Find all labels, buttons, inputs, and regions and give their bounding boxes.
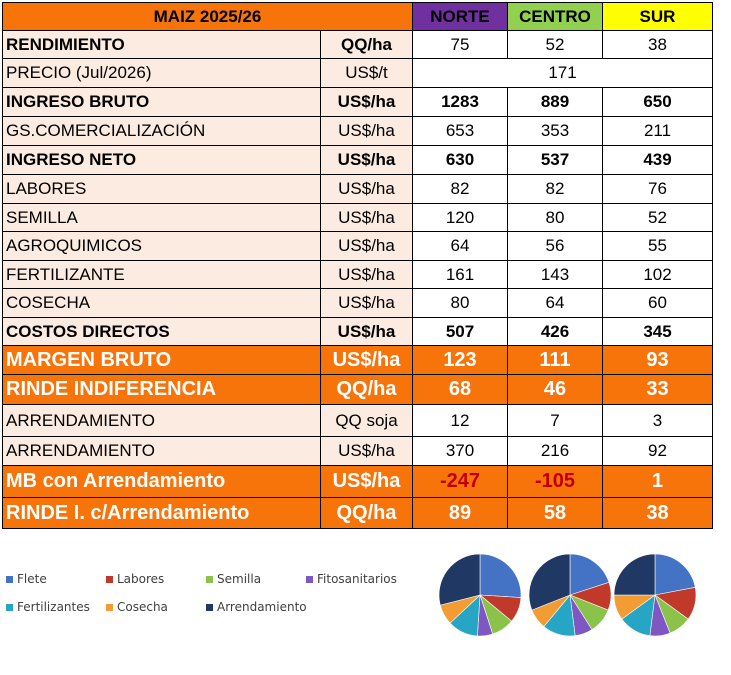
row-label: PRECIO (Jul/2026) [3, 59, 321, 88]
row-label: LABORES [3, 175, 321, 204]
row-value-sur: 650 [603, 88, 713, 117]
row-value-centro: 80 [508, 204, 603, 232]
row-value-norte: 120 [413, 204, 508, 232]
row-unit: QQ/ha [321, 31, 413, 59]
pie-sur [614, 554, 696, 636]
table-row [3, 466, 713, 498]
row-value-norte: 161 [413, 261, 508, 289]
row-unit: US$/ha [321, 318, 413, 346]
legend-label: Labores [117, 572, 165, 586]
table-row [3, 117, 713, 146]
row-label: ARRENDAMIENTO [3, 437, 321, 466]
row-value-centro: 111 [508, 346, 603, 375]
row-label: RENDIMIENTO [3, 31, 321, 59]
row-value-norte: 1283 [413, 88, 508, 117]
row-value-centro: 64 [508, 289, 603, 318]
legend-label: Flete [17, 572, 47, 586]
row-value-sur: 92 [603, 437, 713, 466]
legend-swatch [106, 604, 113, 611]
legend-label: Fertilizantes [17, 600, 90, 614]
zone-norte-header: NORTE [413, 3, 508, 31]
row-value-centro: 353 [508, 117, 603, 146]
row-value-centro: 426 [508, 318, 603, 346]
pie-slice-arrendamiento [614, 554, 655, 595]
legend-item [106, 600, 168, 614]
table-title: MAIZ 2025/26 [3, 3, 413, 31]
table-row [3, 261, 713, 289]
row-value-sur: 439 [603, 146, 713, 175]
row-value-norte: -247 [413, 466, 508, 498]
row-unit: US$/ha [321, 261, 413, 289]
row-value-centro: 216 [508, 437, 603, 466]
row-unit: US$/ha [321, 346, 413, 375]
pie-norte [439, 554, 521, 636]
row-unit: US$/t [321, 59, 413, 88]
legend-swatch [6, 604, 13, 611]
row-value-centro: -105 [508, 466, 603, 498]
row-label: COSECHA [3, 289, 321, 318]
legend-item [6, 572, 47, 586]
row-label: RINDE INDIFERENCIA [3, 375, 321, 405]
row-value-norte: 64 [413, 232, 508, 261]
row-value-centro: 7 [508, 405, 603, 437]
legend-swatch [106, 576, 113, 583]
row-value-sur: 102 [603, 261, 713, 289]
table-row [3, 31, 713, 59]
zone-sur-header: SUR [603, 3, 713, 31]
table-row [3, 405, 713, 437]
pie-slice-flete [480, 554, 521, 598]
table-row [3, 146, 713, 175]
row-value-norte: 653 [413, 117, 508, 146]
legend-item [206, 572, 261, 586]
pie-centro [529, 554, 611, 636]
row-label: ARRENDAMIENTO [3, 405, 321, 437]
row-unit: US$/ha [321, 88, 413, 117]
row-value-sur: 33 [603, 375, 713, 405]
row-value-norte: 80 [413, 289, 508, 318]
row-value-norte: 89 [413, 498, 508, 529]
legend-swatch [306, 576, 313, 583]
row-unit: US$/ha [321, 117, 413, 146]
table-row [3, 204, 713, 232]
row-unit: QQ soja [321, 405, 413, 437]
legend-label: Cosecha [117, 600, 168, 614]
zone-centro-header: CENTRO [508, 3, 603, 31]
row-unit: US$/ha [321, 146, 413, 175]
row-value-centro: 537 [508, 146, 603, 175]
row-unit: US$/ha [321, 289, 413, 318]
cost-pie-charts [430, 540, 730, 650]
row-label: FERTILIZANTE [3, 261, 321, 289]
row-value-norte: 75 [413, 31, 508, 59]
row-label: MB con Arrendamiento [3, 466, 321, 498]
legend-swatch [206, 604, 213, 611]
row-value-centro: 143 [508, 261, 603, 289]
row-unit: QQ/ha [321, 498, 413, 529]
row-value-centro: 46 [508, 375, 603, 405]
row-label: INGRESO NETO [3, 146, 321, 175]
table-row [3, 346, 713, 375]
row-unit: US$/ha [321, 466, 413, 498]
row-value-norte: 68 [413, 375, 508, 405]
legend-item [6, 600, 90, 614]
row-unit: QQ/ha [321, 375, 413, 405]
row-value-centro: 889 [508, 88, 603, 117]
row-value-sur: 93 [603, 346, 713, 375]
table-row [3, 232, 713, 261]
legend-item [106, 572, 164, 586]
row-value-sur: 55 [603, 232, 713, 261]
legend-swatch [6, 576, 13, 583]
table-row [3, 437, 713, 466]
row-unit: US$/ha [321, 175, 413, 204]
row-value-sur: 211 [603, 117, 713, 146]
row-value-sur: 60 [603, 289, 713, 318]
row-value-centro: 56 [508, 232, 603, 261]
row-value-sur: 76 [603, 175, 713, 204]
row-value-sur: 1 [603, 466, 713, 498]
row-label: GS.COMERCIALIZACIÓN [3, 117, 321, 146]
legend-item [306, 572, 397, 586]
row-value-norte: 507 [413, 318, 508, 346]
table-row [3, 375, 713, 405]
table-row [3, 175, 713, 204]
row-value-norte: 123 [413, 346, 508, 375]
row-value-norte: 12 [413, 405, 508, 437]
row-label: SEMILLA [3, 204, 321, 232]
table-row [3, 88, 713, 117]
row-value-sur: 38 [603, 31, 713, 59]
row-value-merged: 171 [413, 59, 713, 88]
row-value-sur: 345 [603, 318, 713, 346]
row-value-centro: 52 [508, 31, 603, 59]
table-row [3, 498, 713, 529]
row-unit: US$/ha [321, 232, 413, 261]
table-row [3, 318, 713, 346]
legend-label: Fitosanitarios [317, 572, 397, 586]
legend-swatch [206, 576, 213, 583]
row-value-sur: 38 [603, 498, 713, 529]
row-value-sur: 3 [603, 405, 713, 437]
table-row [3, 289, 713, 318]
legend-label: Arrendamiento [217, 600, 307, 614]
table-row [3, 59, 713, 88]
row-label: COSTOS DIRECTOS [3, 318, 321, 346]
row-label: RINDE I. c/Arrendamiento [3, 498, 321, 529]
row-value-norte: 370 [413, 437, 508, 466]
margin-table [2, 2, 713, 529]
row-label: INGRESO BRUTO [3, 88, 321, 117]
row-label: MARGEN BRUTO [3, 346, 321, 375]
row-value-centro: 82 [508, 175, 603, 204]
row-label: AGROQUIMICOS [3, 232, 321, 261]
row-value-sur: 52 [603, 204, 713, 232]
row-unit: US$/ha [321, 437, 413, 466]
legend-label: Semilla [217, 572, 262, 586]
row-value-norte: 630 [413, 146, 508, 175]
row-unit: US$/ha [321, 204, 413, 232]
row-value-centro: 58 [508, 498, 603, 529]
row-value-norte: 82 [413, 175, 508, 204]
legend-item [206, 600, 307, 614]
